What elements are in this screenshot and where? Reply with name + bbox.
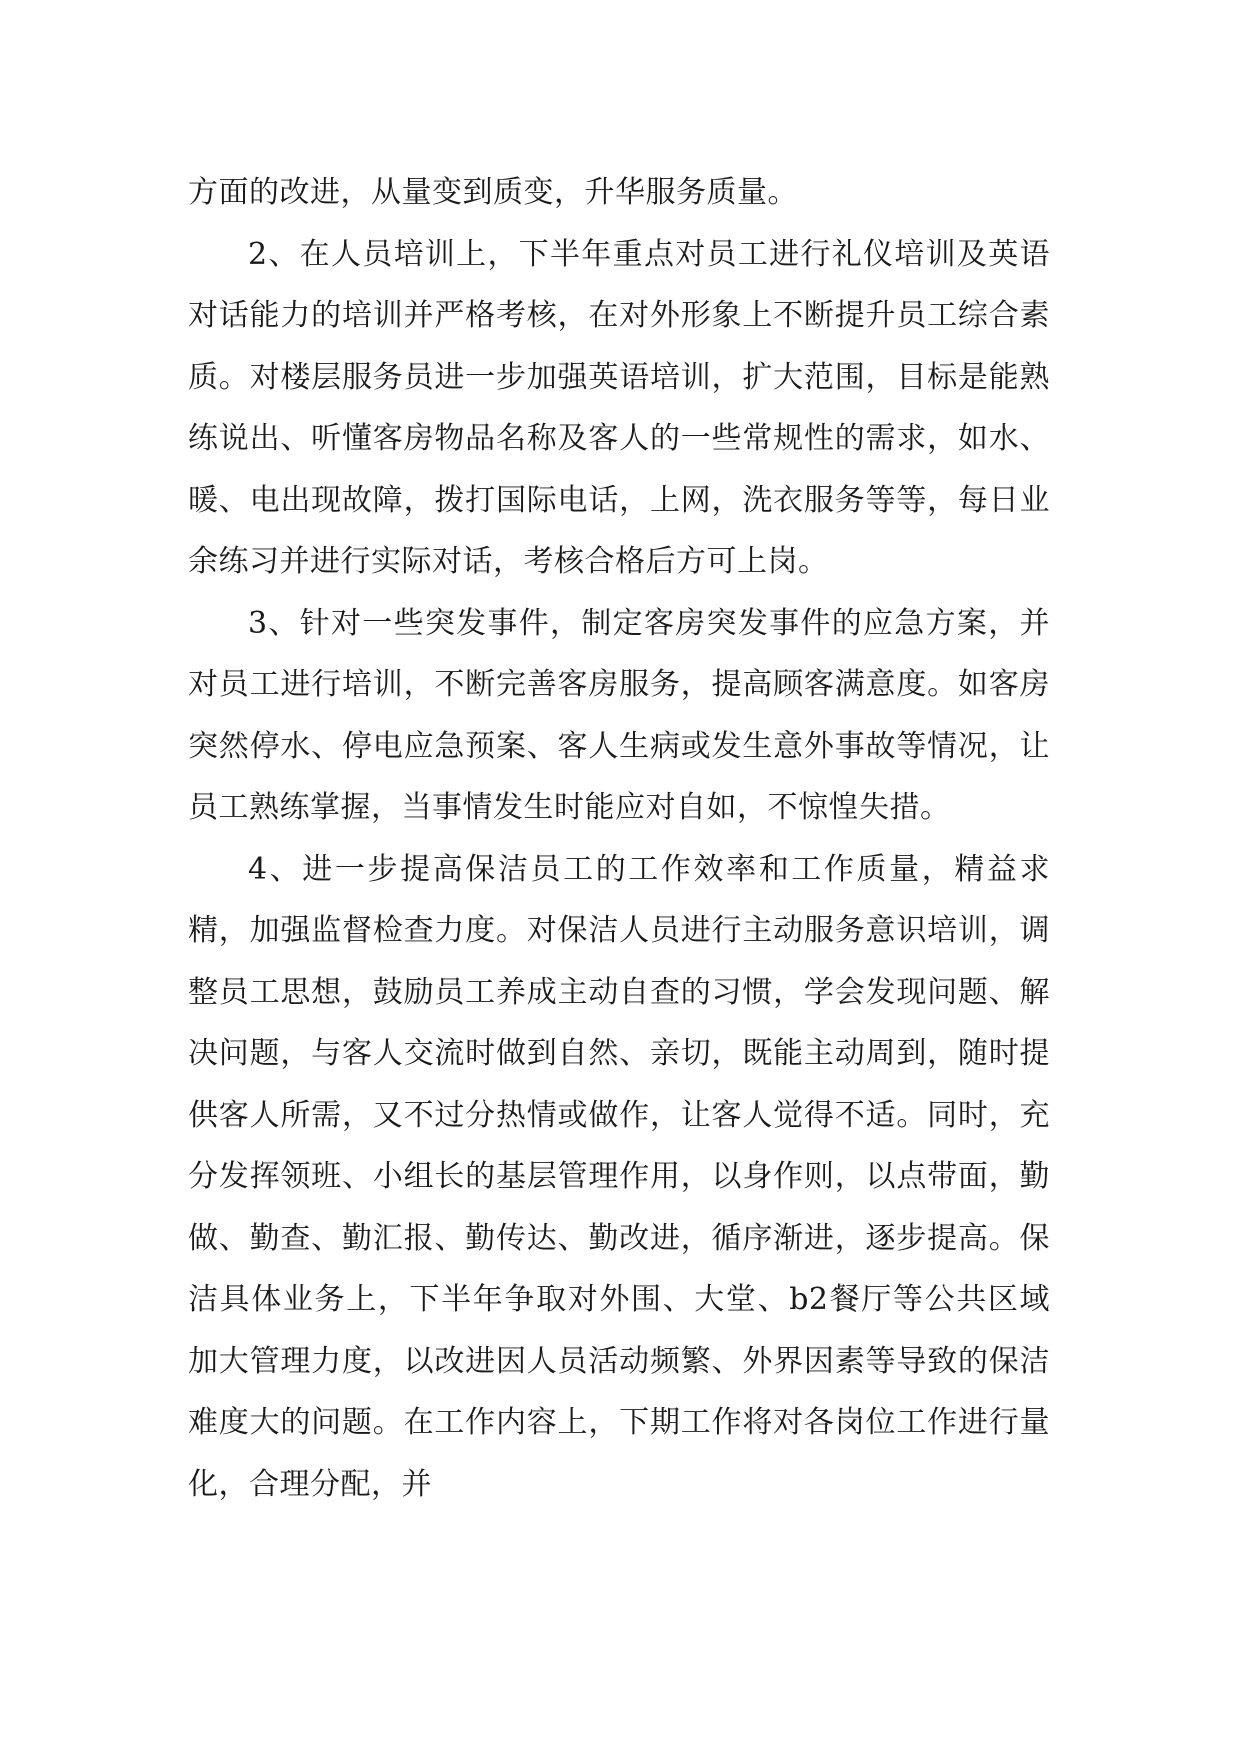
paragraph-continuation: 方面的改进，从量变到质变，升华服务质量。 xyxy=(188,175,798,210)
document-body xyxy=(188,162,1050,1515)
paragraph-item-3-emergency-plan: 3、针对一些突发事件，制定客房突发事件的应急方案，并对员工进行培训，不断完善客房服务，提高顾客满意度。如客房突然停水、停电应急预案、客人生病或发生意外事故等情况，让员工熟练掌握，当事情发生时能应对自如，不惊惶失措。 xyxy=(188,605,1050,825)
paragraph-item-4-cleaning-quality: 4、进一步提高保洁员工的工作效率和工作质量，精益求精，加强监督检查力度。对保洁人员进行主动服务意识培训，调整员工思想，鼓励员工养成主动自查的习惯，学会发现问题、解决问题，与客人交流时做到自然、亲切，既能主动周到，随时提供客人所需，又不过分热情或做作，让客人觉得不适。同时，充分发挥领班、小组长的基层管理作用，以身作则，以点带面，勤做、勤查、勤汇报、勤传达、勤改进，循序渐进，逐步提高。保洁具体业务上，下半年争取对外围、大堂、b2餐厅等公共区域加大管理力度，以改进因人员活动频繁、外界因素等导致的保洁难度大的问题。在工作内容上，下期工作将对各岗位工作进行量化，合理分配，并 xyxy=(188,851,1050,1502)
paragraph-item-2-staff-training: 2、在人员培训上，下半年重点对员工进行礼仪培训及英语对话能力的培训并严格考核，在对外形象上不断提升员工综合素质。对楼层服务员进一步加强英语培训，扩大范围，目标是能熟练说出、听懂客房物品名称及客人的一些常规性的需求，如水、暖、电出现故障，拨打国际电话，上网，洗衣服务等等，每日业余练习并进行实际对话，考核合格后方可上岗。 xyxy=(188,236,1050,579)
